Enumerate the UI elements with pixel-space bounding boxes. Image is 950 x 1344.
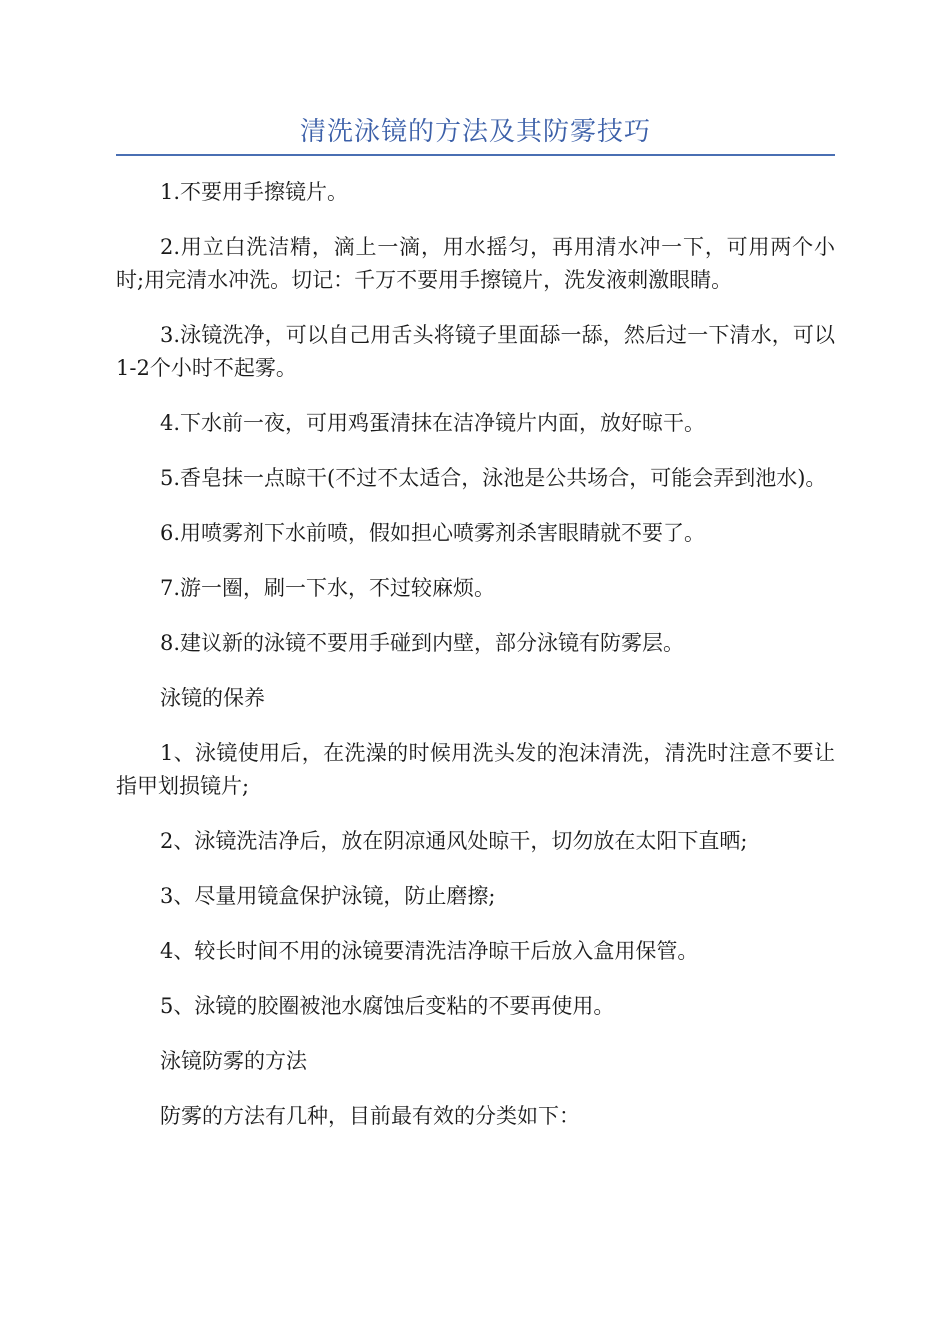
page-title: 清洗泳镜的方法及其防雾技巧 xyxy=(299,117,651,147)
paragraph-tip-8: 8.建议新的泳镜不要用手碰到内壁，部分泳镜有防雾层。 xyxy=(160,631,685,655)
document-body xyxy=(116,176,835,1155)
paragraph-tip-1: 1.不要用手擦镜片。 xyxy=(160,180,349,204)
paragraph-antifog-intro: 防雾的方法有几种，目前最有效的分类如下： xyxy=(160,1104,580,1128)
section-heading-antifog: 泳镜防雾的方法 xyxy=(160,1049,307,1073)
paragraph-tip-6: 6.用喷雾剂下水前喷，假如担心喷雾剂杀害眼睛就不要了。 xyxy=(160,521,706,545)
paragraph-maintenance-1: 1、泳镜使用后，在洗澡的时候用洗头发的泡沫清洗，清洗时注意不要让指甲划损镜片; xyxy=(116,741,835,798)
paragraph-maintenance-2: 2、泳镜洗洁净后，放在阴凉通风处晾干，切勿放在太阳下直晒; xyxy=(160,829,748,853)
paragraph-tip-7: 7.游一圈，刷一下水，不过较麻烦。 xyxy=(160,576,496,600)
paragraph-tip-3: 3.泳镜洗净，可以自己用舌头将镜子里面舔一舔，然后过一下清水，可以1-2个小时不起雾。 xyxy=(116,323,835,380)
title-underline xyxy=(116,154,835,156)
paragraph-maintenance-5: 5、泳镜的胶圈被池水腐蚀后变粘的不要再使用。 xyxy=(160,994,615,1018)
paragraph-tip-5: 5.香皂抹一点晾干(不过不太适合，泳池是公共场合，可能会弄到池水)。 xyxy=(160,466,827,490)
paragraph-maintenance-4: 4、较长时间不用的泳镜要清洗洁净晾干后放入盒用保管。 xyxy=(160,939,699,963)
section-heading-maintenance: 泳镜的保养 xyxy=(160,686,265,710)
paragraph-tip-4: 4.下水前一夜，可用鸡蛋清抹在洁净镜片内面，放好晾干。 xyxy=(160,411,706,435)
paragraph-tip-2: 2.用立白洗洁精，滴上一滴，用水摇匀，再用清水冲一下，可用两个小时;用完清水冲洗。切记：千万不要用手擦镜片，洗发液刺激眼睛。 xyxy=(116,235,835,292)
paragraph-maintenance-3: 3、尽量用镜盒保护泳镜，防止磨擦; xyxy=(160,884,496,908)
